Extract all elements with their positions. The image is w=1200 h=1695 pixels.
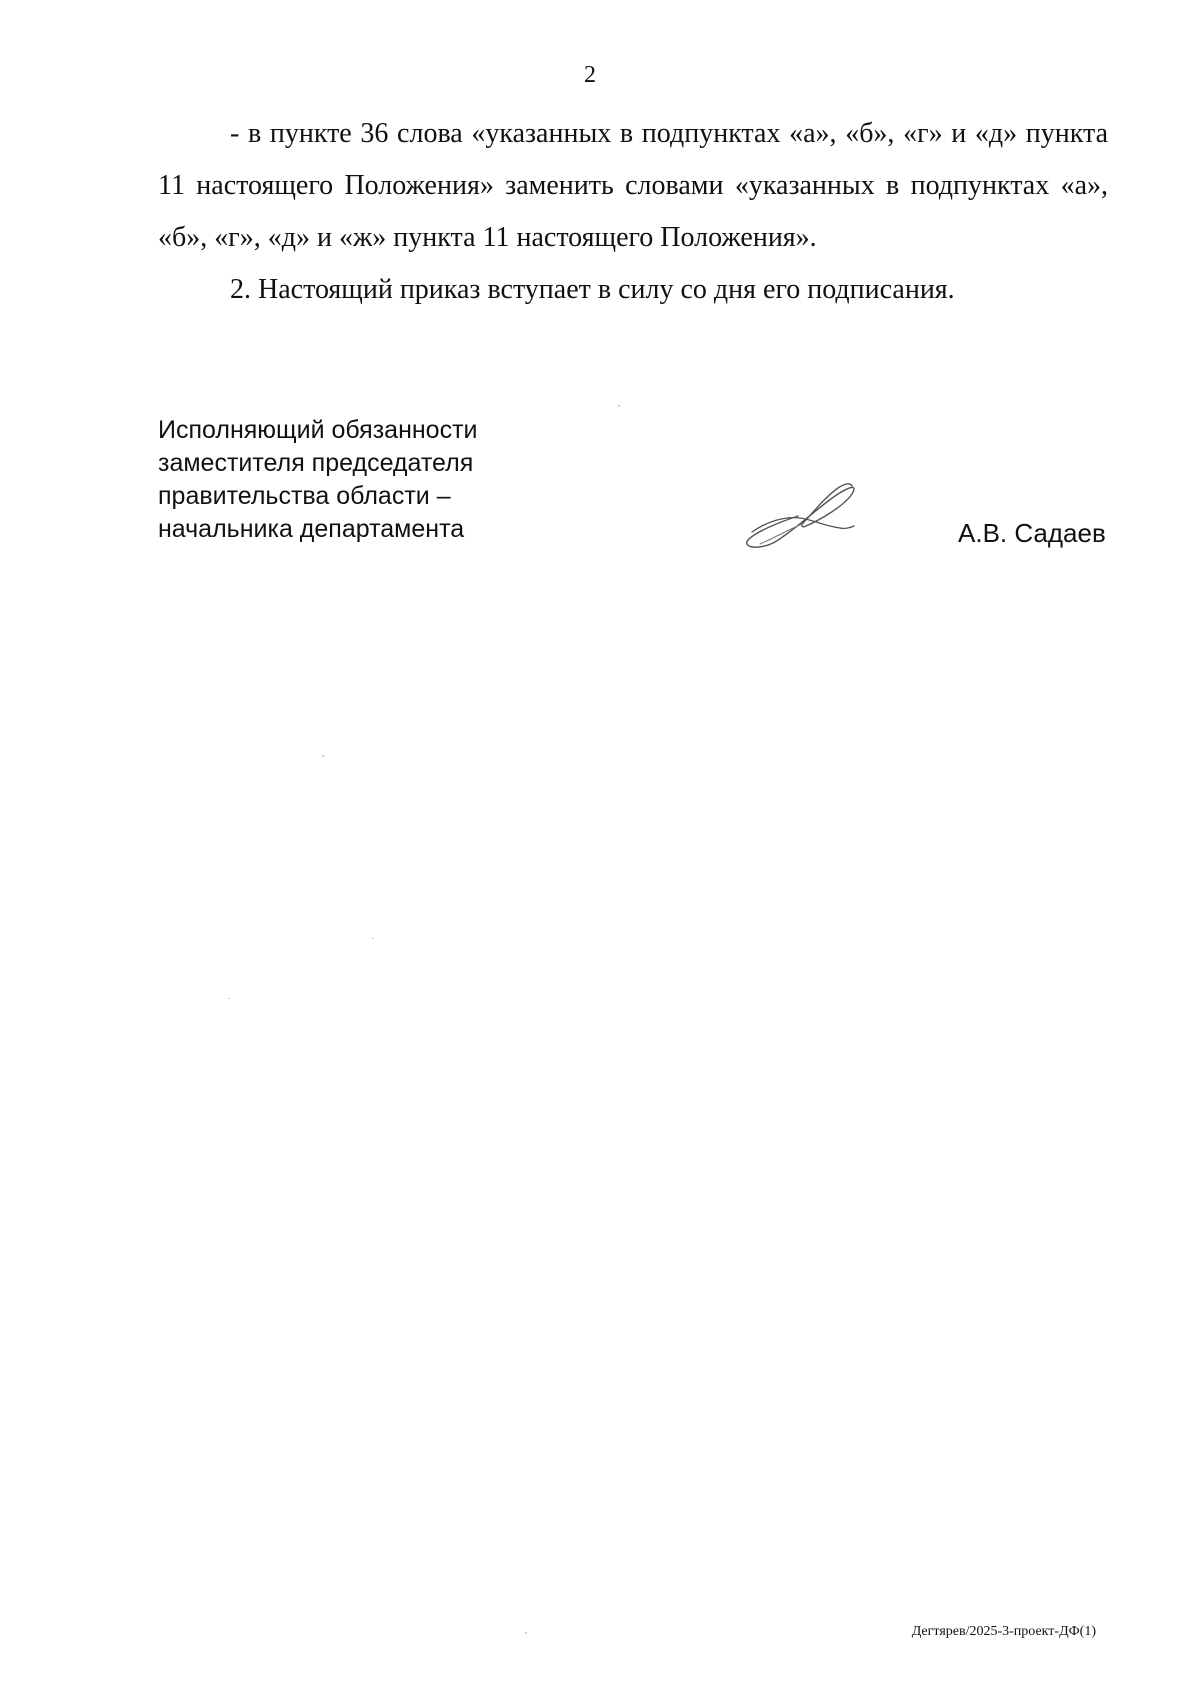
- handwritten-signature-icon: [740, 472, 860, 552]
- signatory-title-line: заместителя председателя: [158, 449, 474, 477]
- signatory-title-line: Исполняющий обязанности: [158, 416, 478, 444]
- signer-name: А.В. Садаев: [958, 518, 1106, 548]
- scan-speck: [525, 1632, 527, 1634]
- scan-speck: [322, 755, 324, 757]
- page-number: 2: [584, 62, 596, 88]
- document-code: Дегтярев/2025-3-проект-ДФ(1): [911, 1624, 1096, 1639]
- scan-speck: [618, 405, 620, 407]
- scan-speck: [372, 938, 374, 939]
- scan-speck: [228, 998, 230, 999]
- paragraph-amendment: - в пункте 36 слова «указанных в подпунктах «а», «б», «г» и «д» пункта 11 настоящего Положения» заменить словами «указанных в подпунктах «а», «б», «г», «д» и «ж» пункта 11 настоящего Положения».: [158, 118, 1108, 253]
- signatory-title-line: правительства области –: [158, 482, 451, 510]
- signatory-title: [158, 414, 518, 546]
- paragraph-effective-date: 2. Настоящий приказ вступает в силу со дня его подписания.: [230, 274, 955, 305]
- document-body: [158, 108, 1108, 316]
- signatory-title-line: начальника департамента: [158, 515, 465, 543]
